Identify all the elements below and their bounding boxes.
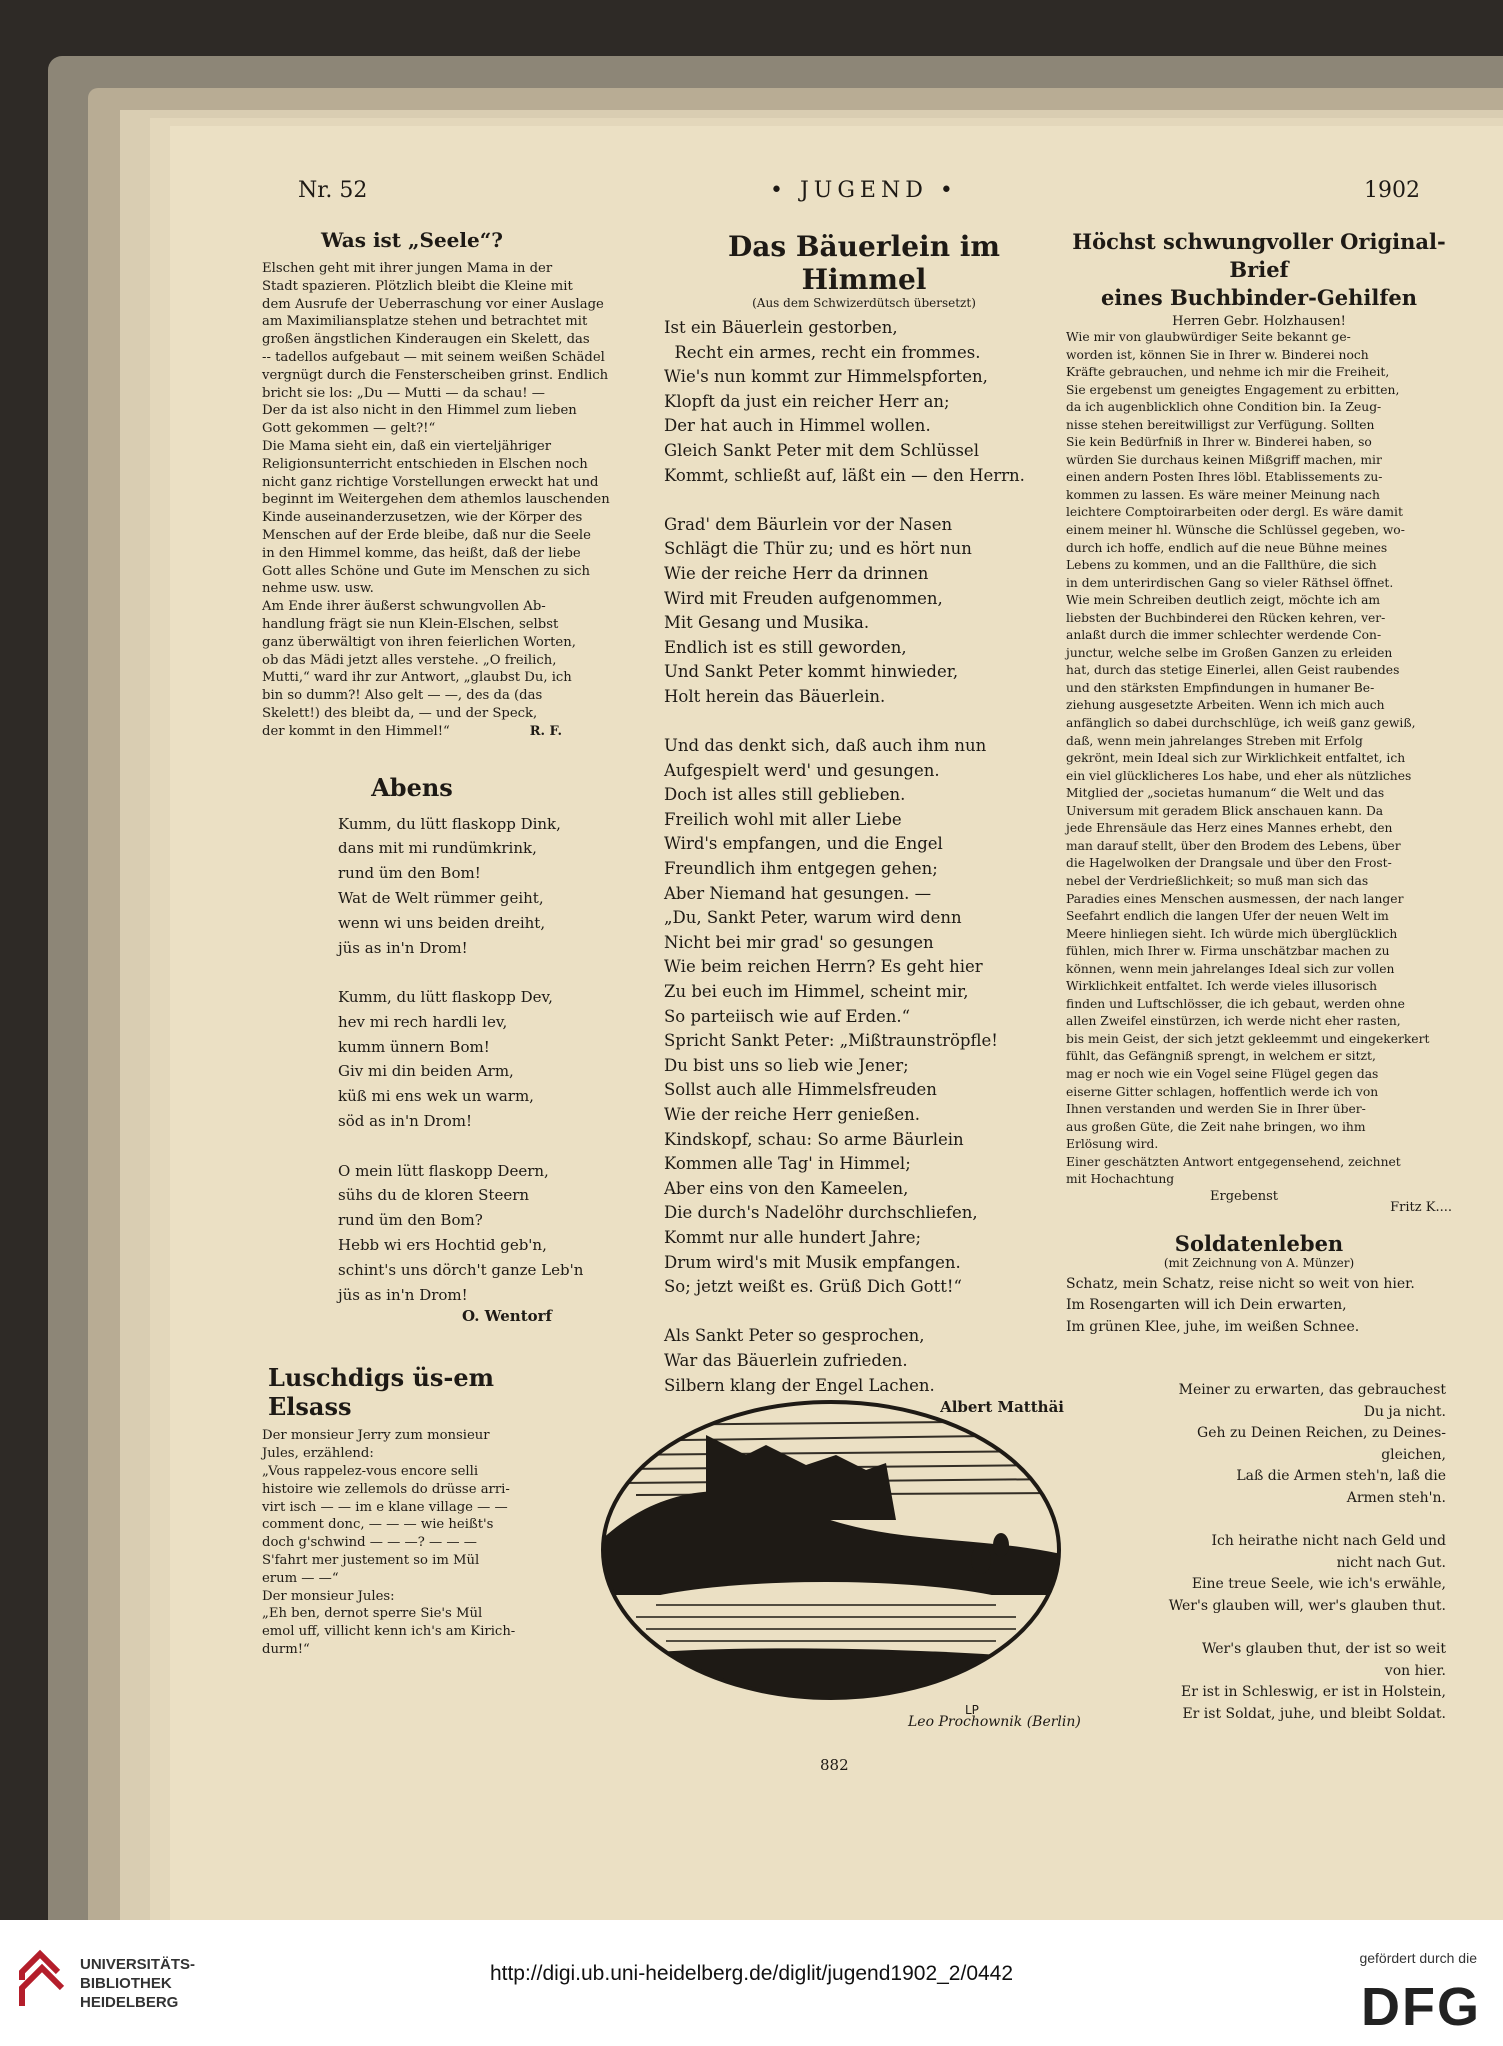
brief-signature: Fritz K.... bbox=[1390, 1199, 1452, 1215]
text-line: dem Ausrufe der Ueberraschung vor einer Auslage bbox=[262, 296, 604, 312]
text-line: Erlösung wird. bbox=[1066, 1137, 1159, 1152]
text-line: Lebens zu kommen, und an die Fallthüre, die sich bbox=[1066, 558, 1377, 573]
page-number: 882 bbox=[820, 1756, 849, 1774]
poem-subtitle: (Aus dem Schwizerdütsch übersetzt) bbox=[752, 296, 976, 310]
brief-title-line1: Höchst schwungvoller Original-Brief bbox=[1072, 229, 1446, 282]
text-line: gekrönt, mein Ideal sich zur Wirklichkeit entfaltet, ich bbox=[1066, 751, 1406, 766]
text-line: Der monsieur Jerry zum monsieur bbox=[262, 1428, 490, 1444]
text-line: doch g'schwind — — —? — — — bbox=[262, 1535, 477, 1551]
text-line: histoire wie zellemols do drüsse arri- bbox=[262, 1481, 510, 1497]
text-line: durch ich hoffe, endlich auf die neue Bühne meines bbox=[1066, 540, 1388, 555]
poem-abens: Kumm, du lütt flaskopp Dink, dans mit mi rundümkrink, rund üm den Bom! Wat de Welt rümmer geiht, wenn wi uns beiden dreiht, jüs as in'n Drom! Kumm, du lütt flaskopp Dev, hev mi rech hardli lev, kumm ünnern Bom! Giv mi din beiden Arm, küß mi ens wek un warm, söd as in'n Drom! O mein lütt flaskopp Deern, sühs du de kloren Steern rund üm den Bom? Hebb wi ers Hochtid geb'n, schint's uns dörch't ganze Leb'n jüs as in'n Drom! bbox=[338, 814, 584, 1304]
funding-caption: gefördert durch die bbox=[1359, 1950, 1477, 1966]
text-line: am Maximiliansplatze stehen und betrachtet mit bbox=[262, 314, 588, 330]
brief-text bbox=[1066, 329, 1452, 1189]
text-line: „Eh ben, dernot sperre Sie's Mül bbox=[262, 1606, 483, 1622]
poem-subtitle-muenzer: (mit Zeichnung von A. Münzer) bbox=[1163, 1255, 1355, 1270]
text-line: der kommt in den Himmel!“ bbox=[262, 723, 450, 739]
text-line: finden und Luftschlösser, die ich gebaut, werden ohne bbox=[1066, 996, 1405, 1011]
signature-matthaei: Albert Matthäi bbox=[940, 1398, 1064, 1417]
text-line: Die Mama sieht ein, daß ein vierteljähriger bbox=[262, 438, 552, 454]
text-line: anfänglich so dabei durchschlüge, ich weiß ganz gewiß, bbox=[1066, 716, 1416, 731]
text-line: Universum mit geradem Blick anschauen kann. Da bbox=[1066, 803, 1384, 818]
text-line: emol uff, villicht kenn ich's am Kirich- bbox=[262, 1624, 516, 1640]
brief-ergebenst: Ergebenst bbox=[1210, 1188, 1279, 1204]
text-line: allen Zweifel einstürzen, ich werde nicht eher rasten, bbox=[1066, 1014, 1401, 1029]
column-right bbox=[1066, 228, 1452, 1338]
text-line: Wie mir von glaubwürdiger Seite bekannt ge- bbox=[1066, 330, 1351, 344]
text-line: bricht sie los: „Du — Mutti — da schau! — bbox=[262, 385, 545, 401]
poem-soldatenleben-top: Schatz, mein Schatz, reise nicht so weit von hier. Im Rosengarten will ich Dein erwarten, Im grünen Klee, juhe, im weißen Schnee. bbox=[1066, 1275, 1415, 1335]
source-url-link[interactable]: http://digi.ub.uni-heidelberg.de/diglit/jugend1902_2/0442 bbox=[489, 1962, 1014, 1985]
text-line: nisse stehen bereitwilligst zur Verfügung. Sollten bbox=[1066, 417, 1375, 432]
text-line: Religionsunterricht entschieden in Elschen noch bbox=[262, 456, 588, 472]
text-line: S'fahrt mer justement so im Mül bbox=[262, 1553, 480, 1569]
brief-salutation: Herren Gebr. Holzhausen! bbox=[1172, 314, 1346, 329]
text-line: vergnügt durch die Fensterscheiben grinst. Endlich bbox=[262, 367, 609, 383]
text-line: eiserne Gitter schlagen, hoffentlich werde ich von bbox=[1066, 1084, 1379, 1099]
text-line: mag er noch wie ein Vogel seine Flügel gegen das bbox=[1066, 1066, 1379, 1081]
text-line: Sie ergebenst um geneigtes Engagement zu erbitten, bbox=[1066, 382, 1400, 397]
text-line: junctur, welche selbe im Großen Ganzen zu erleiden bbox=[1066, 645, 1393, 660]
text-line: Am Ende ihrer äußerst schwungvollen Ab- bbox=[262, 599, 546, 615]
text-line: Der da ist also nicht in den Himmel zum lieben bbox=[262, 403, 577, 419]
text-line: man darauf stellt, über den Brodem des Lebens, über bbox=[1066, 838, 1401, 853]
journal-title: • JUGEND • bbox=[770, 178, 958, 203]
text-line: fühlt, das Gefängniß sprengt, in welchem er sitzt, bbox=[1066, 1049, 1376, 1064]
text-line: einem meiner hl. Wünsche die Schlüssel gegeben, wo- bbox=[1066, 523, 1405, 538]
text-line: Einer geschätzten Antwort entgegensehend, zeichnet bbox=[1066, 1154, 1401, 1169]
poem-title-abens: Abens bbox=[371, 772, 453, 802]
text-line: daß, wenn mein jahrelanges Streben mit Erfolg bbox=[1066, 733, 1363, 748]
text-line: bin so dumm?! Also gelt — —, des da (das bbox=[262, 688, 543, 704]
text-line: großen ängstlichen Kinderaugen ein Skelett, das bbox=[262, 332, 590, 348]
text-line: bis mein Geist, der sich jetzt gekleemmt und eingekerkert bbox=[1066, 1031, 1430, 1046]
poem-soldatenleben-right: Meiner zu erwarten, das gebrauchest Du ja nicht. Geh zu Deinen Reichen, zu Deines- gleichen, Laß die Armen steh'n, laß die Armen steh'n. Ich heirathe nicht nach Geld und nicht nach Gut. Eine treue Seele, wie ich's erwähle, Wer's glauben will, wer's glauben thut. Wer's glauben thut, der ist so weit von hier. Er ist in Schleswig, er ist in Holstein, Er ist Soldat, juhe, und bleibt Soldat. bbox=[1168, 1382, 1446, 1722]
illustration-caption: Leo Prochownik (Berlin) bbox=[908, 1714, 1081, 1730]
text-line: worden ist, können Sie in Ihrer w. Binderei noch bbox=[1066, 347, 1369, 362]
text-line: mit Hochachtung bbox=[1066, 1172, 1175, 1187]
text-line: nebel der Verdrießlichkeit; so muß man sich das bbox=[1066, 873, 1369, 888]
signature-rf: R. F. bbox=[529, 723, 562, 739]
article-seele-text bbox=[262, 260, 610, 741]
text-line: erum — —“ bbox=[262, 1570, 339, 1586]
text-line: Ihnen verstanden und werden Sie in Ihrer über- bbox=[1066, 1102, 1366, 1117]
text-line: virt isch — — im e klane village — — bbox=[262, 1499, 508, 1515]
text-line: Skelett!) des bleibt da, — und der Speck, bbox=[262, 705, 538, 721]
text-line: aus großen Güte, die Zeit nahe bringen, wo ihm bbox=[1066, 1119, 1366, 1134]
text-line: können, wenn mein jahrelanges Ideal sich zur vollen bbox=[1066, 961, 1395, 976]
poem-title-soldatenleben: Soldatenleben bbox=[1174, 1230, 1344, 1256]
illustration-monogram: LP bbox=[965, 1703, 979, 1717]
text-line: einen andern Posten Ihres löbl. Etablissements zu- bbox=[1066, 470, 1383, 485]
landscape-illustration bbox=[596, 1395, 1106, 1735]
text-line: ziehung ausgesetzte Arbeiten. Wenn ich mich auch bbox=[1066, 698, 1385, 713]
text-line: „Vous rappelez-vous encore selli bbox=[262, 1464, 479, 1480]
text-line: Seefahrt endlich die langen Ufer der neuen Welt im bbox=[1066, 909, 1389, 924]
text-line: ein viel glücklicheres Los habe, und eher als nützliches bbox=[1066, 768, 1412, 783]
column-left bbox=[262, 228, 610, 1659]
text-line: die Hagelwolken der Drangsale und über den Frost- bbox=[1066, 856, 1392, 871]
text-line: hat, durch das stetige Einerlei, allen Geist raubendes bbox=[1066, 663, 1400, 678]
text-line: Meere hinliegen sieht. Ich würde mich überglücklich bbox=[1066, 926, 1398, 941]
text-line: beginnt im Weitergehen dem athemlos lauschenden bbox=[262, 492, 610, 508]
ub-heidelberg-name: UNIVERSITÄTS- BIBLIOTHEK HEIDELBERG bbox=[80, 1956, 196, 2011]
text-line: Paradies eines Menschen ausmessen, der nach langer bbox=[1066, 891, 1404, 906]
text-line: liebsten der Buchbinderei den Rücken kehren, ver- bbox=[1066, 610, 1386, 625]
text-line: Mutti,“ ward ihr zur Antwort, „glaubst Du, ich bbox=[262, 670, 572, 686]
poem-baeuerlein: Ist ein Bäuerlein gestorben, Recht ein armes, recht ein frommes. Wie's nun kommt zur Himmelspforten, Klopft da just ein reicher Herr an; Der hat auch in Himmel wollen. Gleich Sankt Peter mit dem Schlüssel Kommt, schließt auf, läßt ein — den Herrn. Grad' dem Bäurlein vor der Nasen Schlägt die Thür zu; und es hört nun Wie der reiche Herr da drinnen Wird mit Freuden aufgenommen, Mit Gesang und Musika. Endlich ist es still geworden, Und Sankt Peter kommt hinwieder, Holt herein das Bäuerlein. Und das denkt sich, daß auch ihm nun Aufgespielt werd' und gesungen. Doch ist alles still geblieben. Freilich wohl mit aller Liebe Wird's empfangen, und die Engel Freundlich ihm entgegen gehen; Aber Niemand hat gesungen. — „Du, Sankt Peter, warum wird denn Nicht bei mir grad' so gesungen Wie beim reichen Herrn? Es geht hier Zu bei euch im Himmel, scheint mir, So parteiisch wie auf Erden.“ Spricht Sankt Peter: „Mißtraunströpfle! Du bist uns so lieb wie Jener; Sollst auch alle Himmelsfreuden Wie der reiche Herr genießen. Kindskopf, schau: So arme Bäurlein Kommen alle Tag' in Himmel; Aber eins von den Kameelen, Die durch's Nadelöhr durchschliefen, Kommt nur alle hundert Jahre; Drum wird's mit Musik empfangen. So; jetzt weißt es. Grüß Dich Gott!“ Als Sankt Peter so gesprochen, War das Bäuerlein zufrieden. Silbern klang der Engel Lachen. bbox=[664, 318, 1025, 1395]
text-line: Elschen geht mit ihrer jungen Mama in der bbox=[262, 261, 553, 276]
text-line: durm!“ bbox=[262, 1642, 310, 1658]
text-line: Wie mein Schreiben deutlich zeigt, möchte ich am bbox=[1066, 593, 1381, 608]
text-line: Mitglied der „societas humanum“ die Welt und das bbox=[1066, 786, 1385, 801]
text-line: Wirklichkeit entfaltet. Ich werde vieles illusorisch bbox=[1066, 979, 1378, 994]
text-line: Menschen auf der Erde bleibe, daß nur die Seele bbox=[262, 527, 591, 543]
article-luschdigs-text bbox=[262, 1427, 556, 1658]
text-line: comment donc, — — — wie heißt's bbox=[262, 1517, 494, 1533]
text-line: Der monsieur Jules: bbox=[262, 1588, 395, 1604]
poem-title-baeuerlein: Das Bäuerlein im Himmel bbox=[727, 230, 1001, 296]
text-line: würden Sie durchaus keinen Mißgriff machen, mir bbox=[1066, 452, 1382, 467]
text-line: in dem unterirdischen Gang so vieler Räthsel öffnet. bbox=[1066, 575, 1394, 590]
text-line: ob das Mädi jetzt alles verstehe. „O freilich, bbox=[262, 652, 557, 668]
text-line: nehme usw. usw. bbox=[262, 581, 374, 597]
text-line: Sie kein Bedürfniß in Ihrer w. Binderei haben, so bbox=[1066, 435, 1372, 450]
text-line: Kräfte gebrauchen, und nehme ich mir die Freiheit, bbox=[1066, 365, 1390, 380]
text-line: anlaßt durch die immer schlechter werdende Con- bbox=[1066, 628, 1382, 643]
text-line: Stadt spazieren. Plötzlich bleibt die Kleine mit bbox=[262, 278, 573, 294]
text-line: Gott gekommen — gelt?!“ bbox=[262, 421, 436, 437]
text-line: nicht ganz richtige Vorstellungen erweckt hat und bbox=[262, 474, 599, 490]
signature-wentorf: O. Wentorf bbox=[462, 1307, 552, 1326]
text-line: leichtere Comptoirarbeiten oder dergl. Es wäre damit bbox=[1066, 505, 1403, 520]
text-line: jede Ehrensäule das Herz eines Mannes erhebt, den bbox=[1066, 821, 1393, 836]
text-line: fühlen, mich Ihrer w. Firma unschätzbar machen zu bbox=[1066, 944, 1390, 959]
text-line: kommen zu lassen. Es wäre meiner Meinung nach bbox=[1066, 487, 1380, 502]
text-line: -- tadellos aufgebaut — mit seinem weißen Schädel bbox=[262, 349, 605, 365]
text-line: da ich augenblicklich ohne Condition bin. Ia Zeug- bbox=[1066, 400, 1382, 415]
column-middle bbox=[664, 230, 1064, 1416]
article-title-seele: Was ist „Seele“? bbox=[321, 228, 503, 252]
brief-title-line2: eines Buchbinder-Gehilfen bbox=[1100, 285, 1418, 310]
text-line: Jules, erzählend: bbox=[262, 1446, 374, 1462]
text-line: in den Himmel komme, das heißt, daß der liebe bbox=[262, 545, 581, 561]
text-line: und den stärksten Empfindungen in humaner Be- bbox=[1066, 680, 1375, 695]
text-line: handlung frägt sie nun Klein-Elschen, selbst bbox=[262, 616, 559, 632]
article-title-luschdigs: Luschdigs üs-em Elsass bbox=[268, 1363, 495, 1422]
text-line: ganz überwältigt von ihren feierlichen Worten, bbox=[262, 634, 576, 650]
issue-number: Nr. 52 bbox=[298, 178, 368, 203]
dfg-logo: DFG bbox=[1361, 1977, 1481, 2037]
text-line: Kinde auseinanderzusetzen, wie der Körper des bbox=[262, 510, 583, 526]
text-line: Gott alles Schöne und Gute im Menschen zu sich bbox=[262, 563, 590, 579]
year: 1902 bbox=[1364, 178, 1420, 203]
